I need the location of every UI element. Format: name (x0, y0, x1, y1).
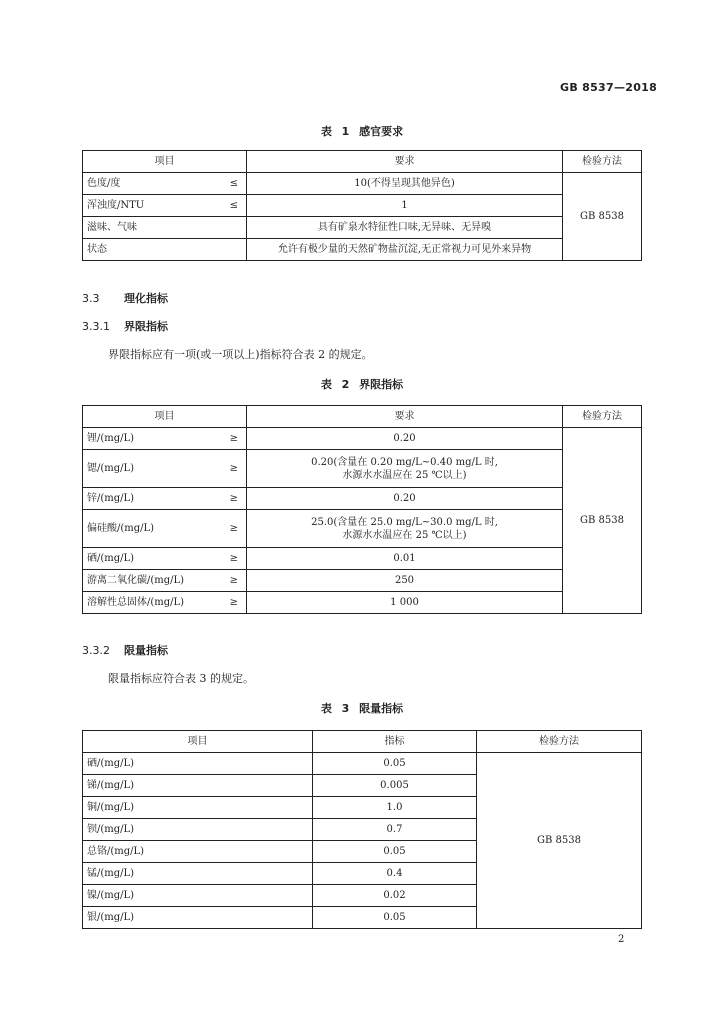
comparison-symbol: ≤ (229, 200, 238, 211)
table-cell-value: 1.0 (313, 797, 477, 819)
table-cell-requirement: 10(不得呈现其他异色) (247, 173, 563, 195)
comparison-symbol: ≤ (229, 178, 238, 189)
table3-header-item: 项目 (83, 731, 313, 753)
table-cell-requirement: 0.20 (247, 488, 563, 510)
table2-header-method: 检验方法 (563, 406, 642, 428)
table-cell-requirement: 具有矿泉水特征性口味,无异味、无异嗅 (247, 217, 563, 239)
standard-number: GB 8537—2018 (560, 81, 658, 94)
table-cell-item: 银/(mg/L) (83, 907, 313, 929)
comparison-symbol: ≥ (229, 597, 238, 608)
table2-caption: 表 2 界限指标 (320, 378, 404, 391)
section-3-3-1-text: 界限指标应有一项(或一项以上)指标符合表 2 的规定。 (108, 348, 373, 361)
table-row (83, 488, 642, 510)
table-cell-requirement: 25.0(含量在 25.0 mg/L~30.0 mg/L 时, 水源水水温应在 25 ℃以上) (247, 510, 563, 548)
section-number: 3.3 (82, 292, 100, 305)
table-cell-requirement: 250 (247, 570, 563, 592)
table-cell-requirement: 0.20(含量在 0.20 mg/L~0.40 mg/L 时, 水源水水温应在 25 ℃以上) (247, 450, 563, 488)
table3-header-method: 检验方法 (477, 731, 642, 753)
table-cell-item: 偏硅酸/(mg/L) ≥ (83, 510, 247, 548)
comparison-symbol: ≥ (229, 493, 238, 504)
page-number: 2 (618, 934, 625, 945)
table-cell-item: 游离二氧化碳/(mg/L) ≥ (83, 570, 247, 592)
table-cell-value: 0.02 (313, 885, 477, 907)
table3-method-cell: GB 8538 (477, 753, 642, 929)
table-cell-value: 0.05 (313, 907, 477, 929)
table-row (83, 753, 642, 775)
table3-caption: 表 3 限量指标 (320, 702, 404, 715)
table1 (82, 150, 642, 261)
table2-header-requirement: 要求 (247, 406, 563, 428)
section-3-3-2-heading (82, 642, 168, 658)
table-row (83, 592, 642, 614)
table-cell-item: 铜/(mg/L) (83, 797, 313, 819)
table1-method-cell: GB 8538 (563, 173, 642, 261)
table-cell-requirement: 1 (247, 195, 563, 217)
comparison-symbol: ≥ (229, 523, 238, 534)
table-cell-value: 0.4 (313, 863, 477, 885)
table1-header-method: 检验方法 (563, 151, 642, 173)
table-cell-item: 浑浊度/NTU ≤ (83, 195, 247, 217)
table-cell-item: 镍/(mg/L) (83, 885, 313, 907)
table-cell-value: 0.05 (313, 753, 477, 775)
section-number: 3.3.1 (82, 320, 110, 333)
table-row (83, 173, 642, 195)
table-cell-item: 溶解性总固体/(mg/L) ≥ (83, 592, 247, 614)
section-number: 3.3.2 (82, 644, 110, 657)
comparison-symbol: ≥ (229, 463, 238, 474)
table2-header-item: 项目 (83, 406, 247, 428)
table2 (82, 405, 642, 614)
table-row (83, 195, 642, 217)
comparison-symbol: ≥ (229, 575, 238, 586)
table-cell-requirement: 1 000 (247, 592, 563, 614)
comparison-symbol: ≥ (229, 433, 238, 444)
table2-method-cell: GB 8538 (563, 428, 642, 614)
table-cell-item: 状态 (83, 239, 247, 261)
table-cell-item: 硒/(mg/L) ≥ (83, 548, 247, 570)
section-title: 理化指标 (124, 292, 168, 305)
table-row (83, 428, 642, 450)
table1-header-item: 项目 (83, 151, 247, 173)
table1-caption: 表 1 感官要求 (320, 125, 404, 138)
table-row (83, 548, 642, 570)
table-row (83, 239, 642, 261)
table-cell-value: 0.05 (313, 841, 477, 863)
table3 (82, 730, 642, 929)
table3-header-index: 指标 (313, 731, 477, 753)
table-cell-requirement: 0.01 (247, 548, 563, 570)
comparison-symbol: ≥ (229, 553, 238, 564)
section-title: 界限指标 (124, 320, 168, 333)
table-cell-item: 钡/(mg/L) (83, 819, 313, 841)
table-cell-requirement: 允许有极少量的天然矿物盐沉淀,无正常视力可见外来异物 (247, 239, 563, 261)
table-cell-item: 锶/(mg/L) ≥ (83, 450, 247, 488)
table-row (83, 217, 642, 239)
table-cell-value: 0.005 (313, 775, 477, 797)
table-row (83, 510, 642, 548)
table-cell-item: 色度/度 ≤ (83, 173, 247, 195)
table-cell-item: 总铬/(mg/L) (83, 841, 313, 863)
table-cell-value: 0.7 (313, 819, 477, 841)
table-row (83, 450, 642, 488)
table-cell-item: 滋味、气味 (83, 217, 247, 239)
table-cell-requirement: 0.20 (247, 428, 563, 450)
table-row (83, 570, 642, 592)
table-cell-item: 锰/(mg/L) (83, 863, 313, 885)
table-cell-item: 硒/(mg/L) (83, 753, 313, 775)
section-3-3-2-text: 限量指标应符合表 3 的规定。 (108, 672, 254, 685)
section-3-3-1-heading (82, 318, 168, 334)
table-cell-item: 锑/(mg/L) (83, 775, 313, 797)
section-title: 限量指标 (124, 644, 168, 657)
table1-header-requirement: 要求 (247, 151, 563, 173)
table-cell-item: 锌/(mg/L) ≥ (83, 488, 247, 510)
section-3-3-heading (82, 290, 168, 306)
table-cell-item: 锂/(mg/L) ≥ (83, 428, 247, 450)
